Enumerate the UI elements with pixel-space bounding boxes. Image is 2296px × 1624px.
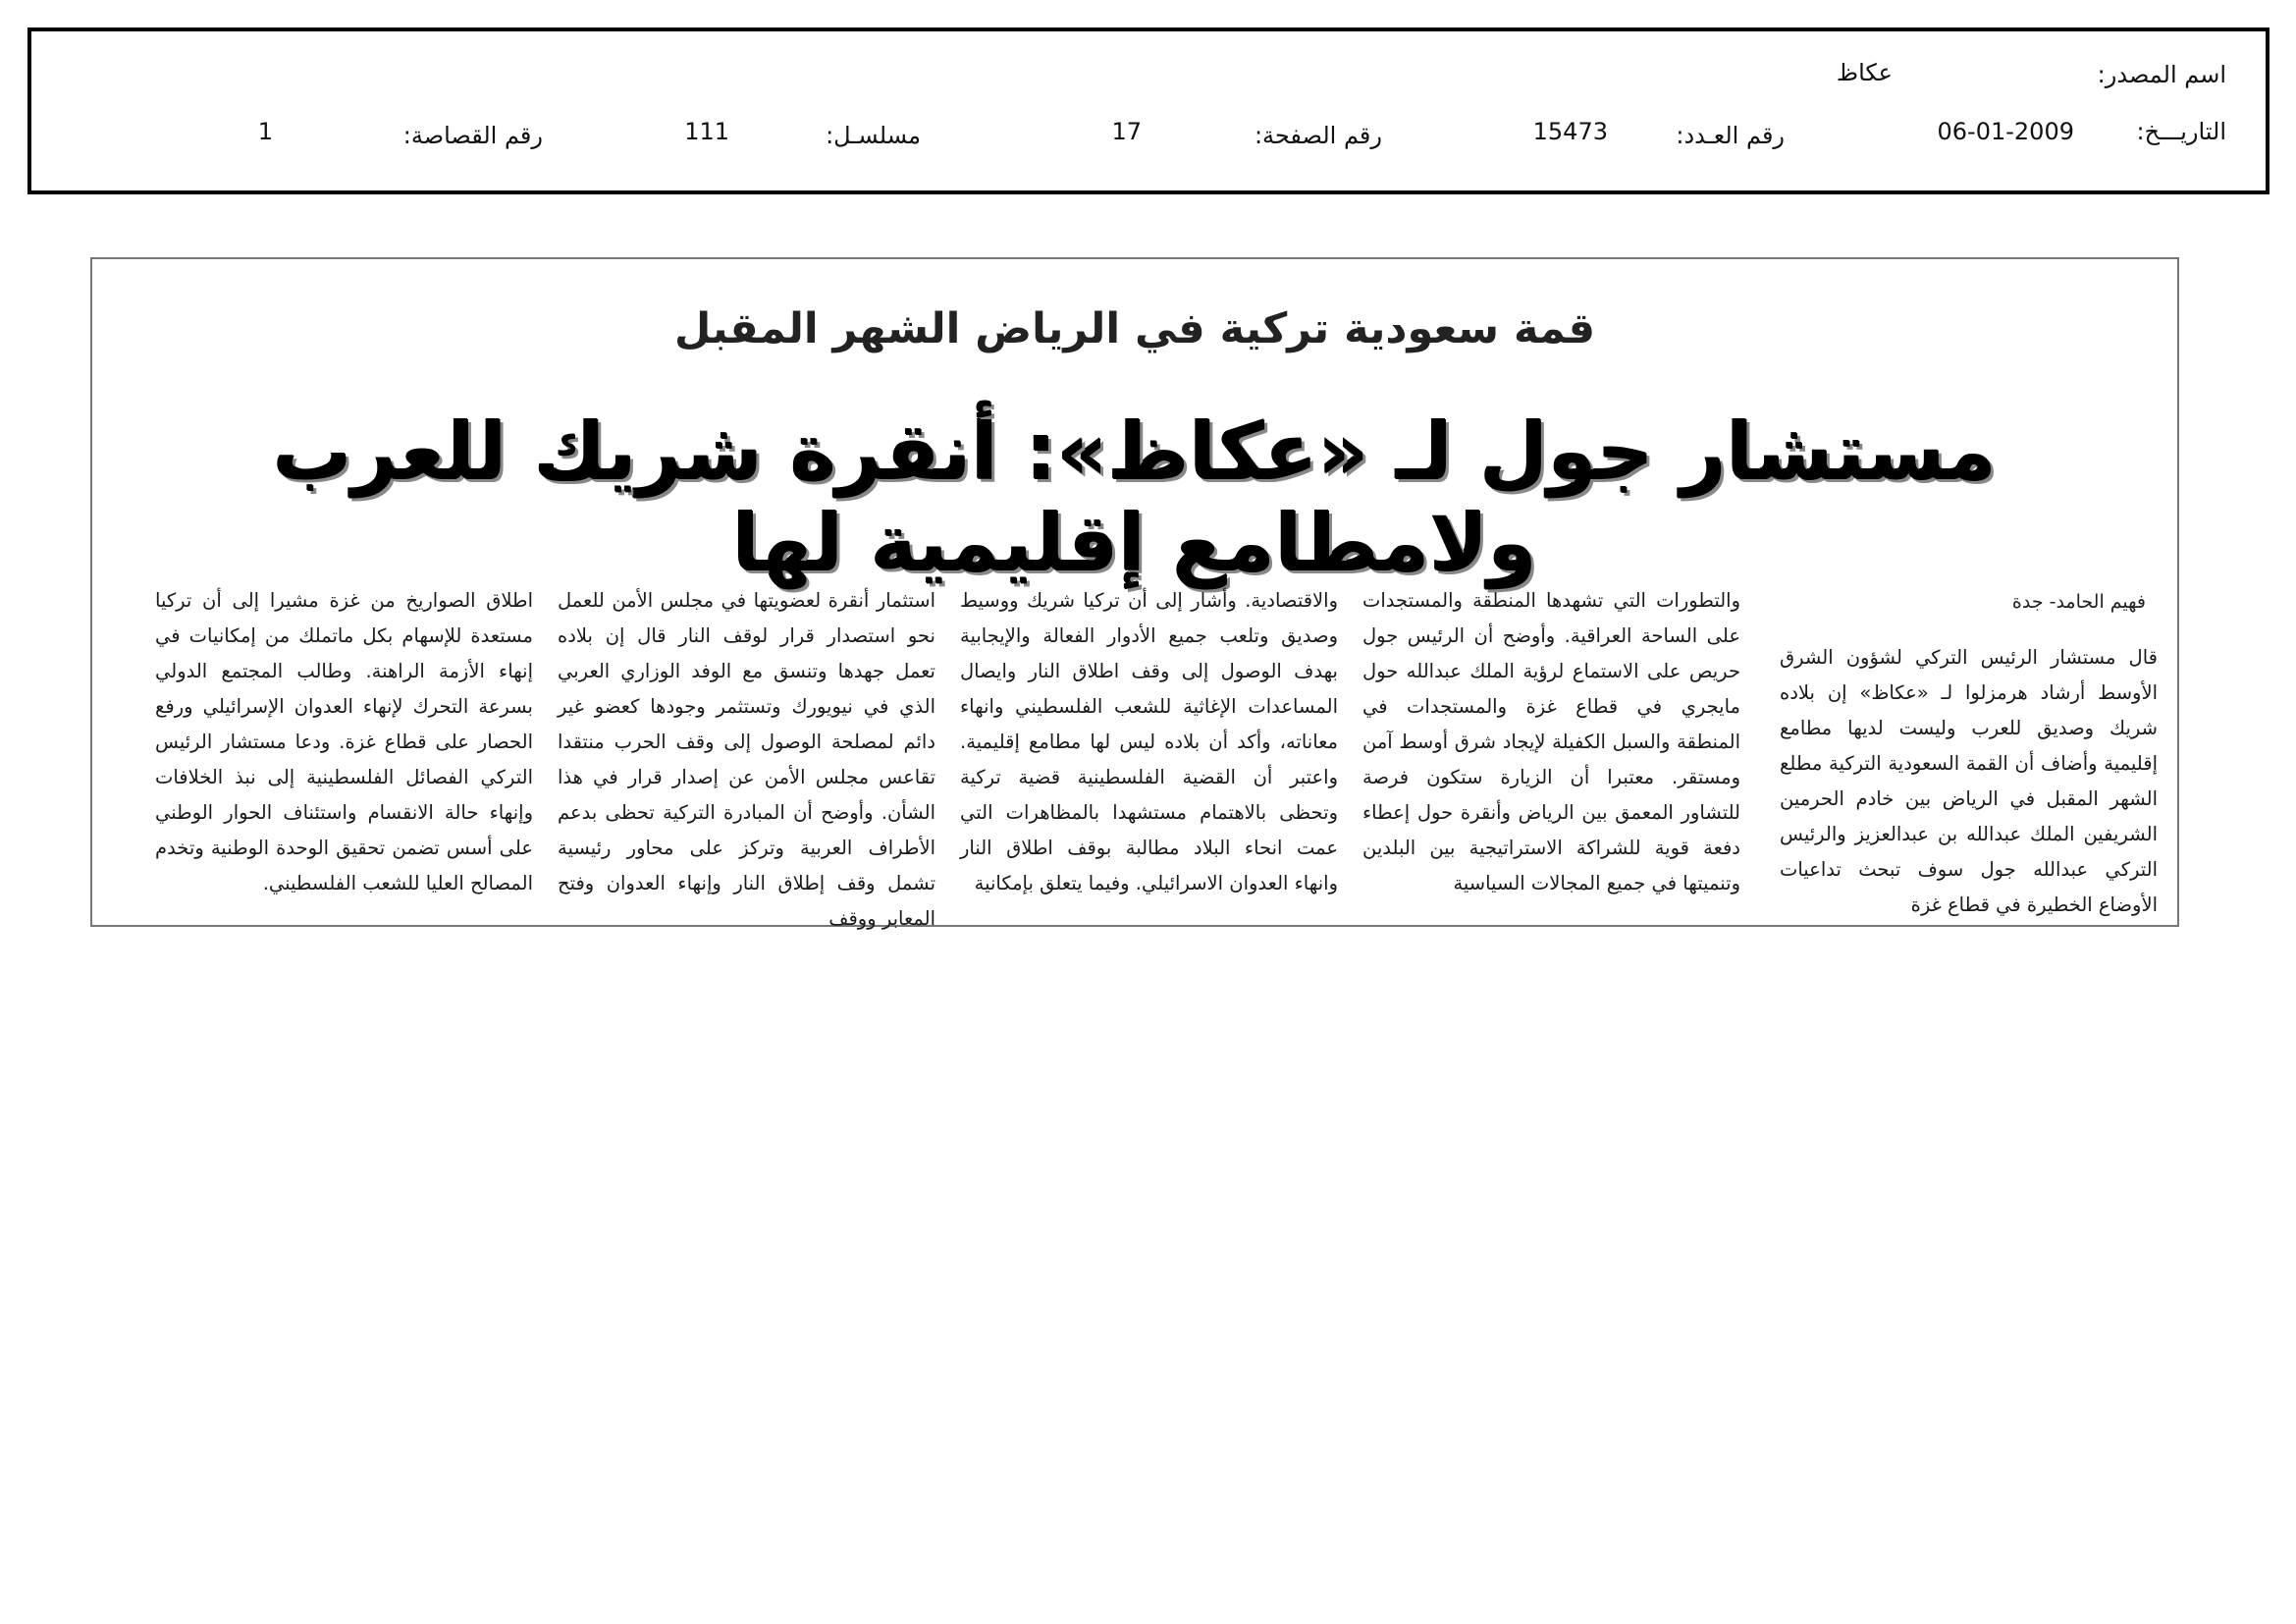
source-value: عكاظ — [1836, 59, 1893, 86]
serial-value: 111 — [684, 118, 729, 145]
article-column-3 — [960, 583, 1338, 901]
article-byline: فهيم الحامد- جدة — [2011, 591, 2146, 613]
column-3-text: والاقتصادية. وأشار إلى أن تركيا شريك ووسيط وصديق وتلعب جميع الأدوار الفعالة والإيجابية بهدف الوصول إلى وقف اطلاق النار وايصال المساعدات الإغاثية للشعب الفلسطيني وانهاء معاناته، وأكد أن بلاده ليس لها مطامع إقليمية. واعتبر أن القضية الفلسطينية قضية تركية وتحظى بالاهتمام مستشهدا بالمظاهرات التي عمت انحاء البلاد مطالبة بوقف اطلاق النار وانهاء العدوان الاسرائيلي. وفيما يتعلق بإمكانية — [960, 589, 1338, 894]
column-5-text: اطلاق الصواريخ من غزة مشيرا إلى أن تركيا مستعدة للإسهام بكل ماتملك من إمكانيات في إنهاء الأزمة الراهنة. وطالب المجتمع الدولي بسرعة التحرك لإنهاء العدوان الإسرائيلي ورفع الحصار على قطاع غزة. ودعا مستشار الرئيس التركي الفصائل الفلسطينية إلى نبذ الخلافات وإنهاء حالة الانقسام واستئناف الحوار الوطني على أسس تضمن تحقيق الوحدة الوطنية وتخدم المصالح العليا للشعب الفلسطيني. — [155, 589, 533, 894]
article-column-1 — [1780, 640, 2158, 923]
article-column-5 — [155, 583, 533, 901]
article-kicker: قمة سعودية تركية في الرياض الشهر المقبل — [673, 304, 1596, 353]
article-column-2 — [1362, 583, 1740, 901]
issue-label: رقم العـدد: — [1676, 122, 1785, 149]
newspaper-clipping — [90, 257, 2179, 930]
column-1-text: قال مستشار الرئيس التركي لشؤون الشرق الأوسط أرشاد هرمزلوا لـ «عكاظ» إن بلاده شريك وصديق للعرب وليست لديها مطامع إقليمية وأضاف أن القمة السعودية التركية مطلع الشهر المقبل في الرياض بين خادم الحرمين الشريفين الملك عبدالله بن عبدالعزيز والرئيس التركي عبدالله جول سوف تبحث تداعيات الأوضاع الخطيرة في قطاع غزة — [1780, 646, 2158, 916]
article-column-4 — [558, 583, 935, 937]
clip-value: 1 — [257, 118, 273, 145]
column-4-text: استثمار أنقرة لعضويتها في مجلس الأمن للعمل نحو استصدار قرار لوقف النار قال إن بلاده تعمل جهدها وتنسق مع الوفد الوزاري العربي الذي في نيويورك وتستثمر وجودها كعضو غير دائم لمصلحة الوصول إلى وقف الحرب منتقدا تقاعس مجلس الأمن عن إصدار قرار في هذا الشأن. وأوضح أن المبادرة التركية تحظى بدعم الأطراف العربية وتركز على محاور رئيسية تشمل وقف إطلاق النار وإنهاء العدوان وفتح المعابر ووقف — [558, 589, 935, 930]
clip-label: رقم القصاصة: — [402, 122, 543, 149]
column-2-text: والتطورات التي تشهدها المنطقة والمستجدات على الساحة العراقية. وأوضح أن الرئيس جول حريص على الاستماع لرؤية الملك عبدالله حول مايجري في قطاع غزة والمستجدات في المنطقة والسبل الكفيلة لإيجاد شرق أوسط آمن ومستقر. معتبرا أن الزيارة ستكون فرصة للتشاور المعمق بين الرياض وأنقرة حول إعطاء دفعة قوية للشراكة الاستراتيجية بين البلدين وتنميتها في جميع المجالات السياسية — [1362, 589, 1740, 894]
page-label: رقم الصفحة: — [1254, 122, 1382, 149]
date-label: التاريـــخ: — [2136, 118, 2226, 145]
document-metadata-box — [27, 27, 2269, 194]
issue-value: 15473 — [1532, 118, 1608, 145]
serial-label: مسلسـل: — [826, 122, 921, 149]
article-headline: مستشار جول لـ «عكاظ»: أنقرة شريك للعرب ولامطامع إقليمية لها — [273, 406, 1997, 589]
date-value: 06-01-2009 — [1937, 118, 2074, 145]
page-value: 17 — [1111, 118, 1142, 145]
source-label: اسم المصدر: — [2097, 61, 2226, 88]
